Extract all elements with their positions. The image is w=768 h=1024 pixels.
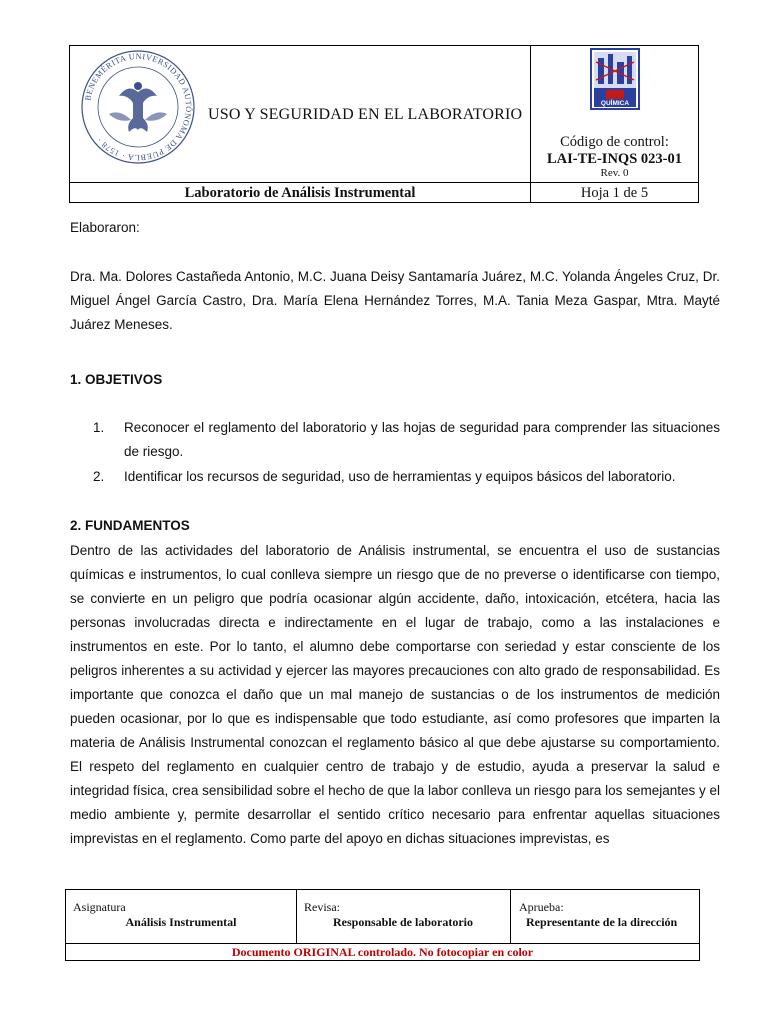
document-header bbox=[69, 45, 699, 203]
logo-text: QUÍMICA bbox=[600, 100, 630, 107]
review-label: Revisa: bbox=[304, 900, 340, 914]
section-heading-objetivos: 1. OBJETIVOS bbox=[70, 372, 163, 387]
section-heading-fundamentos: 2. FUNDAMENTOS bbox=[70, 518, 190, 533]
document-footer bbox=[65, 889, 700, 961]
subject-value: Análisis Instrumental bbox=[125, 915, 237, 929]
list-item-number: 1. bbox=[93, 420, 105, 435]
header-divider-vertical bbox=[530, 46, 531, 203]
list-item-text: Reconocer el reglamento del laboratorio y las hojas de seguridad para comprender las situaciones de riesgo. bbox=[124, 420, 720, 459]
controlled-document-notice: Documento ORIGINAL controlado. No fotocopiar en color bbox=[231, 945, 534, 959]
lab-name: Laboratorio de Análisis Instrumental bbox=[184, 185, 416, 201]
control-code-label: Código de control: bbox=[560, 134, 669, 150]
subject-label: Asignatura bbox=[73, 900, 126, 914]
authors-names: Dra. Ma. Dolores Castañeda Antonio, M.C. Juana Deisy Santamaría Juárez, M.C. Yolanda Ángeles Cruz, Dr. Miguel Ángel García Castro, Dra. María Elena Hernández Torres, M.A. Tania Meza Gaspar, Mtra. Mayté Juárez Meneses. bbox=[70, 269, 720, 332]
footer-divider bbox=[66, 943, 699, 944]
list-item-number: 2. bbox=[93, 469, 105, 484]
approve-label: Aprueba: bbox=[519, 900, 564, 914]
approve-value: Representante de la dirección bbox=[526, 915, 678, 929]
review-value: Responsable de laboratorio bbox=[332, 915, 473, 929]
header-divider-horizontal bbox=[70, 182, 699, 183]
list-item-text: Identificar los recursos de seguridad, uso de herramientas y equipos básicos del laboratorio. bbox=[124, 469, 676, 484]
control-code: LAI-TE-INQS 023-01 bbox=[547, 151, 682, 167]
svg-text:BENEMÉRITA UNIVERSIDAD AUTÓNOM: BENEMÉRITA UNIVERSIDAD AUTÓNOMA DE PUEBLA · 1578 · bbox=[83, 51, 194, 163]
university-seal-icon bbox=[79, 48, 197, 166]
chemistry-faculty-logo-icon bbox=[590, 48, 640, 110]
document-title: USO Y SEGURIDAD EN EL LABORATORIO bbox=[208, 106, 523, 123]
fundamentos-paragraph: Dentro de las actividades del laboratorio de Análisis instrumental, se encuentra el uso de sustancias químicas e instrumentos, lo cual conlleva siempre un riesgo que de no preverse o identificarse con tiempo, se convierte en un peligro que podría ocasionar algún accidente, daño, intoxicación, etcétera, hacia las personas involucradas directa e indirectamente en el lugar de trabajo, como a las instalaciones e instrumentos en este. Por lo tanto, el alumno debe comportarse con seriedad y estar consciente de los peligros inherentes a su actividad y ejercer las mayores precauciones con alto grado de responsabilidad. Es importante que conozca el daño que un mal manejo de sustancias o de los instrumentos de medición pueden ocasionar, por lo que es indispensable que todo estudiante, así como profesores que imparten la materia de Análisis Instrumental conozcan el reglamento básico al que debe ajustarse su comportamiento. El respeto del reglamento en cualquier centro de trabajo y de estudio, ayuda a preservar la salud e integridad física, crea sensibilidad sobre el hecho de que la labor conlleva un riesgo para los semejantes y el medio ambiente y, permite desarrollar el sentido crítico necesario para enfrentar aquellas situaciones imprevistas en el reglamento. Como parte del apoyo en dichas situaciones imprevistas, es bbox=[70, 543, 720, 846]
revision-label: Rev. 0 bbox=[600, 167, 629, 179]
footer-divider bbox=[510, 890, 511, 943]
sheet-number: Hoja 1 de 5 bbox=[580, 185, 649, 201]
authors-label: Elaboraron: bbox=[70, 220, 140, 235]
